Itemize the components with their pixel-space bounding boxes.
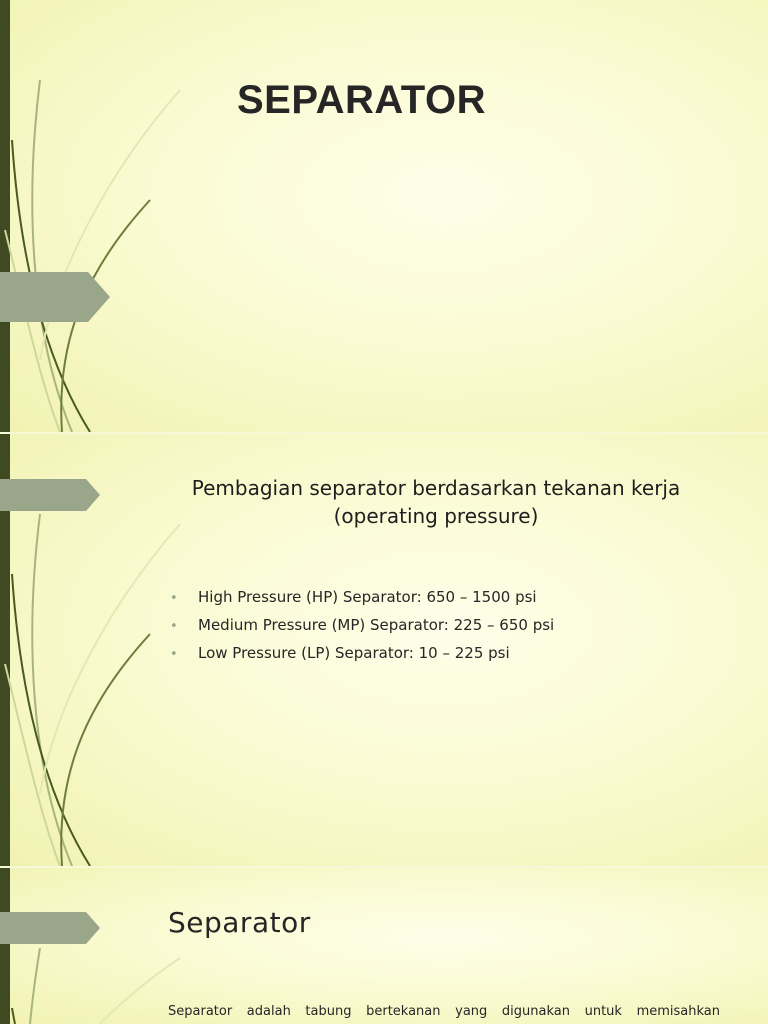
decorative-vine-lines — [0, 0, 200, 432]
bullet-item — [170, 584, 554, 612]
slide-heading-line-1: Pembagian separator berdasarkan tekanan kerja — [191, 476, 681, 500]
slide-heading: Separator — [168, 906, 311, 939]
slide-heading — [160, 474, 712, 530]
slide-2 — [0, 434, 768, 866]
slide-3 — [0, 868, 768, 1024]
bullet-list — [170, 584, 554, 668]
bullet-text: Medium Pressure (MP) Separator: 225 – 650 psi — [198, 616, 555, 634]
decorative-vine-lines — [0, 868, 200, 1024]
slide-body-text: Separator adalah tabung bertekanan yang digunakan untuk memisahkan — [168, 1004, 720, 1019]
bullet-item — [170, 640, 554, 668]
slide-title: SEPARATOR — [237, 78, 486, 122]
bullet-icon: • — [170, 647, 178, 662]
bullet-item — [170, 612, 554, 640]
left-accent-bar — [0, 868, 10, 1024]
bullet-text: High Pressure (HP) Separator: 650 – 1500 psi — [198, 588, 537, 606]
slide-heading-line-2: (operating pressure) — [333, 504, 539, 528]
bullet-icon: • — [170, 619, 178, 634]
slide-arrow-tab — [0, 912, 100, 944]
slide-arrow-tab — [0, 479, 100, 511]
slide-arrow-tab — [0, 272, 110, 322]
slide-1 — [0, 0, 768, 432]
bullet-text: Low Pressure (LP) Separator: 10 – 225 psi — [198, 644, 510, 662]
bullet-icon: • — [170, 591, 178, 606]
left-accent-bar — [0, 0, 10, 432]
